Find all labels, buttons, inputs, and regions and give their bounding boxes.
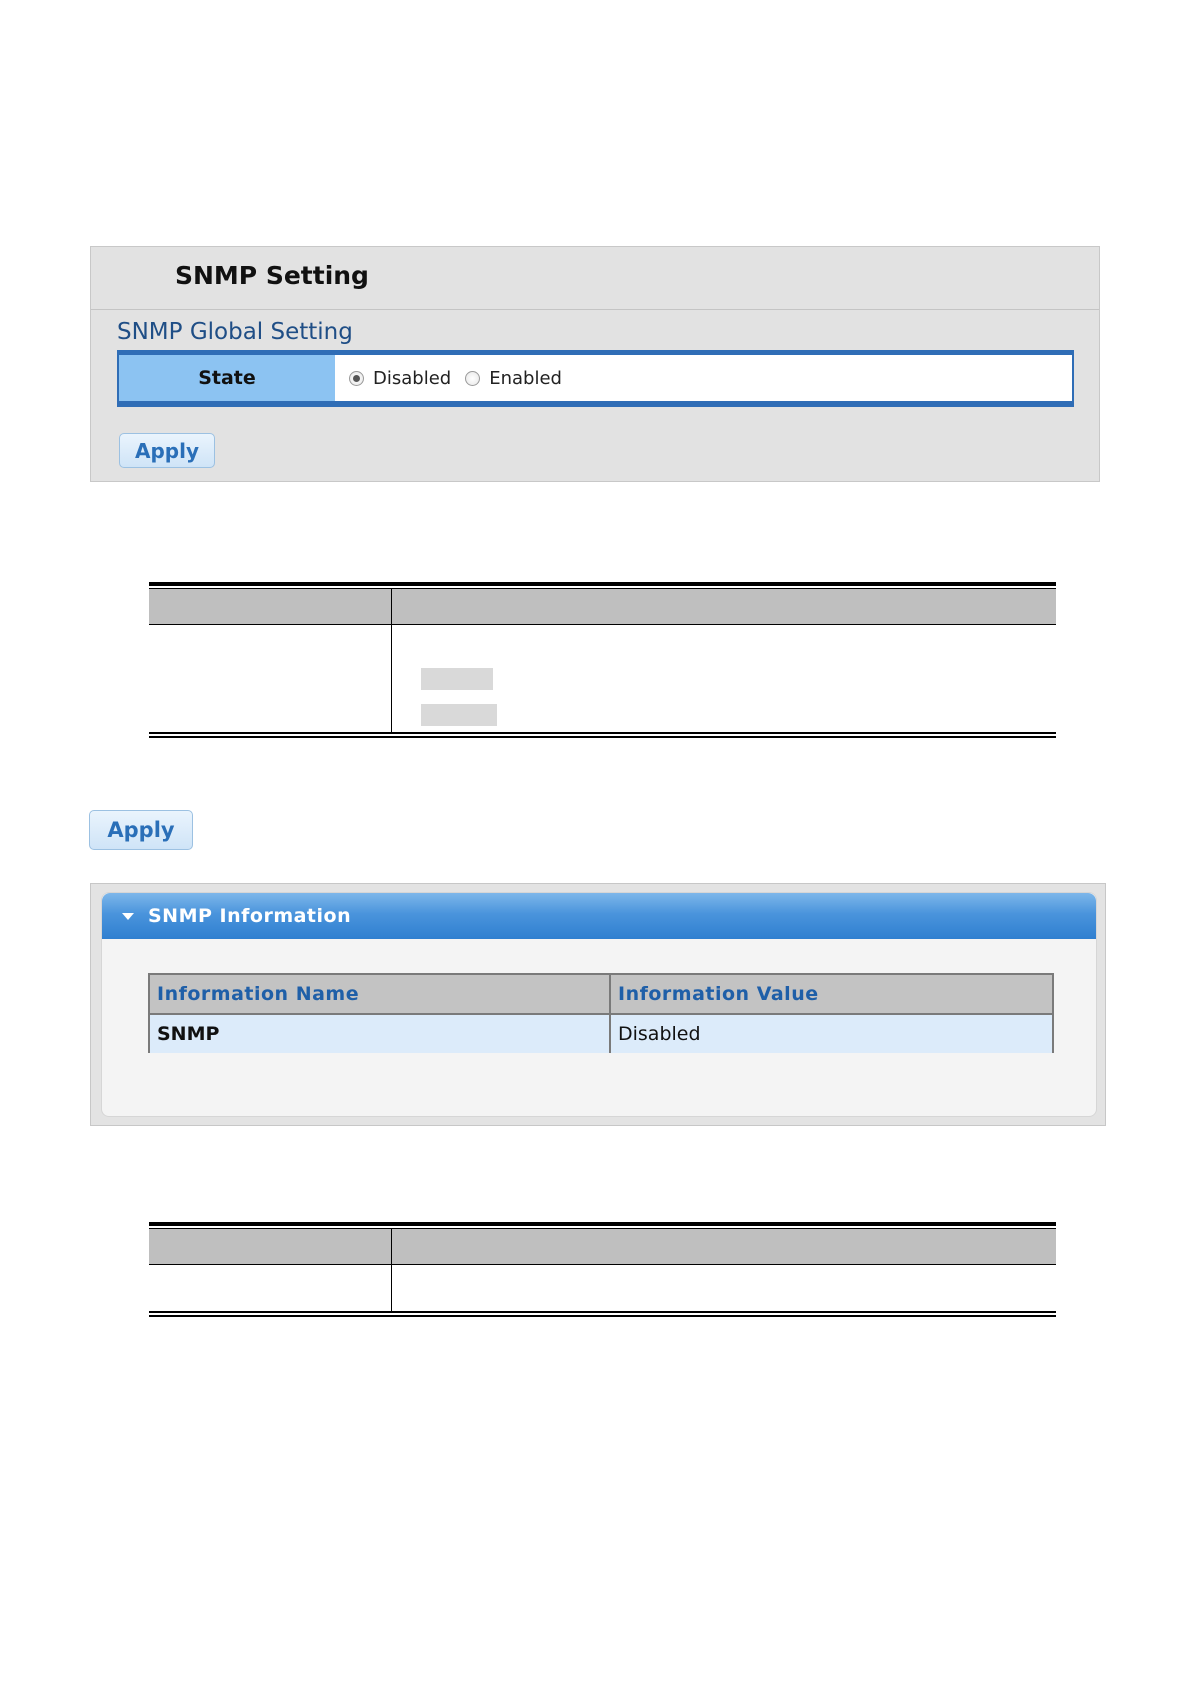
information-title: SNMP Information — [148, 905, 352, 927]
radio-button-enabled[interactable] — [465, 371, 480, 386]
table-header-row — [149, 1229, 1056, 1265]
radio-label-disabled: Disabled — [373, 367, 452, 389]
information-card — [101, 892, 1097, 1117]
column-divider — [391, 1229, 392, 1313]
table-header-row — [149, 589, 1056, 625]
info-name-cell: SNMP — [150, 1015, 611, 1053]
description-table — [149, 1222, 1056, 1317]
radio-disabled[interactable] — [349, 368, 451, 389]
description-table — [149, 582, 1056, 740]
info-value-cell: Disabled — [611, 1015, 1052, 1053]
state-label: State — [119, 355, 335, 401]
column-header-value: Information Value — [611, 975, 1052, 1013]
state-options — [335, 355, 1072, 401]
collapse-triangle-icon[interactable] — [122, 913, 134, 920]
snmp-information-panel — [90, 883, 1106, 1126]
table-rule — [149, 1264, 1056, 1265]
table-rule — [149, 1315, 1056, 1317]
information-table — [148, 973, 1054, 1053]
section-heading: SNMP Global Setting — [117, 319, 353, 345]
apply-button[interactable]: Apply — [119, 433, 215, 468]
table-rule — [149, 1311, 1056, 1313]
column-header-name: Information Name — [150, 975, 611, 1013]
redacted-block — [421, 704, 497, 726]
panel-divider — [91, 309, 1099, 310]
radio-label-enabled: Enabled — [489, 367, 562, 389]
table-rule — [149, 624, 1056, 625]
table-rule — [149, 1222, 1056, 1226]
panel-title: SNMP Setting — [175, 261, 369, 290]
state-setting-table — [117, 350, 1074, 407]
radio-enabled[interactable] — [465, 368, 562, 389]
table-rule — [149, 732, 1056, 734]
redacted-block — [421, 668, 493, 690]
table-rule — [149, 582, 1056, 586]
snmp-setting-panel — [90, 246, 1100, 482]
column-divider — [391, 589, 392, 733]
radio-button-disabled[interactable] — [349, 371, 364, 386]
information-header[interactable] — [102, 893, 1096, 939]
table-header-row — [150, 975, 1052, 1015]
table-row — [150, 1015, 1052, 1053]
table-rule — [149, 736, 1056, 738]
apply-button-large[interactable]: Apply — [89, 810, 193, 850]
